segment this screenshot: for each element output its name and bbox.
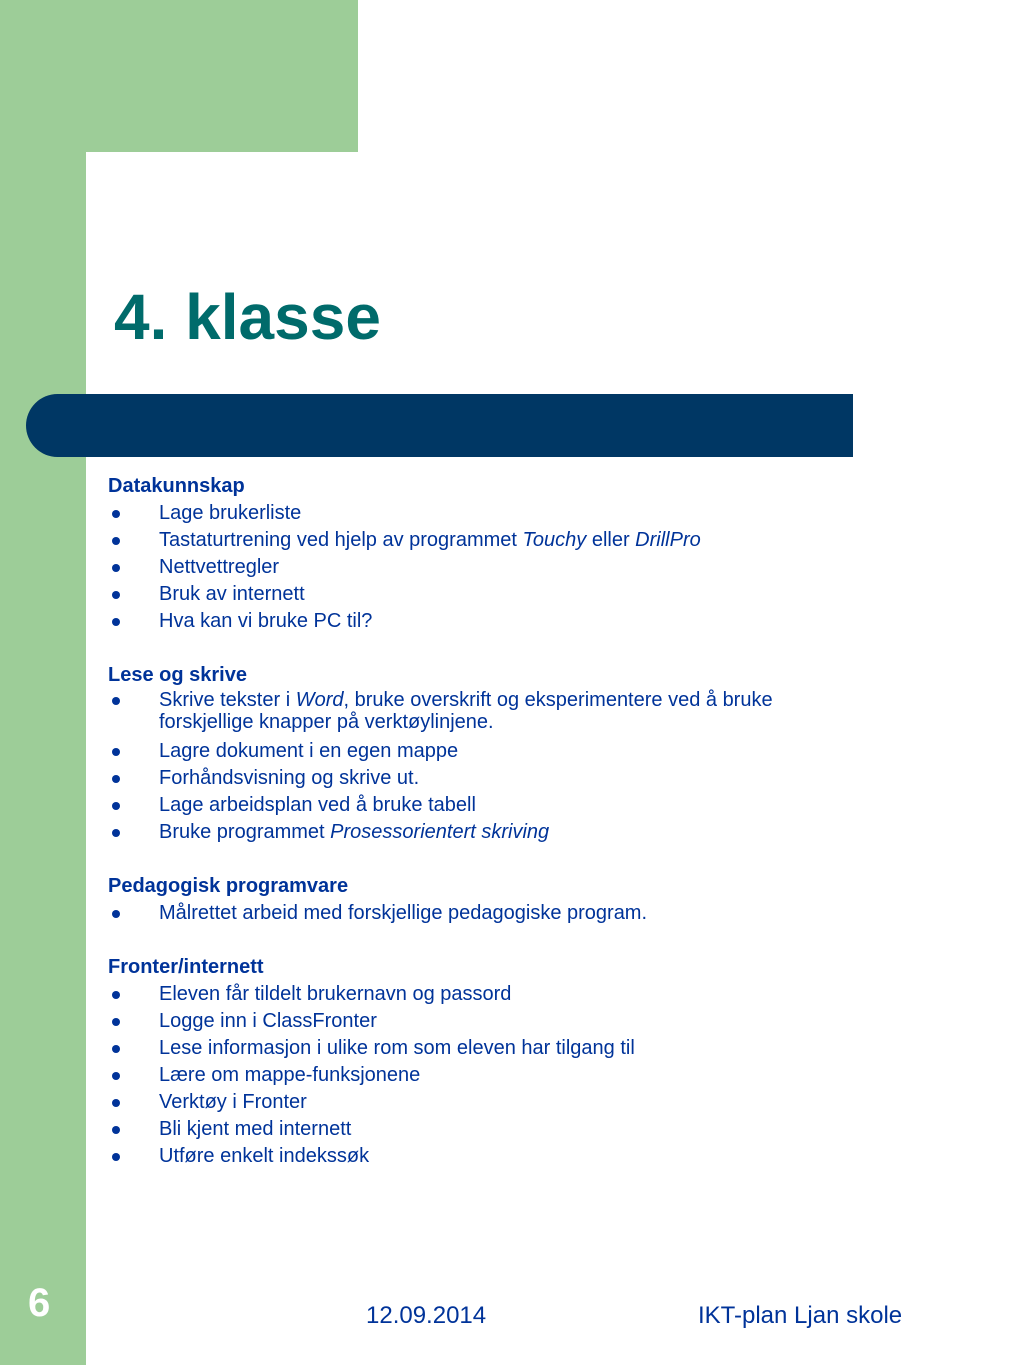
item-text: Bruk av internett <box>159 583 305 605</box>
list-item <box>108 1143 868 1170</box>
bullet-icon <box>112 1099 120 1107</box>
item-text: Lese informasjon i ulike rom som eleven har tilgang til <box>159 1037 635 1059</box>
list-item <box>108 1035 868 1062</box>
bullet-icon <box>112 748 120 756</box>
bullet-icon <box>112 1018 120 1026</box>
program-name: Touchy <box>522 529 587 551</box>
list-item <box>108 608 868 635</box>
item-text: , bruke overskrift og eksperimentere ved å bruke forskjellige knapper på verktøylinjene. <box>159 689 773 733</box>
program-name: Word <box>295 689 344 711</box>
section-heading: Pedagogisk programvare <box>108 875 349 897</box>
list-item <box>108 819 868 846</box>
list-item <box>108 1116 868 1143</box>
list-item <box>108 1089 868 1116</box>
bullet-icon <box>112 510 120 518</box>
program-name: DrillPro <box>635 529 701 551</box>
item-text: Skrive tekster i <box>159 689 296 711</box>
bullet-list <box>108 500 868 635</box>
item-text: Lagre dokument i en egen mappe <box>159 740 459 762</box>
program-name: Prosessorientert skriving <box>330 821 550 843</box>
item-text: Tastaturtrening ved hjelp av programmet <box>159 529 523 551</box>
bullet-icon <box>112 1126 120 1134</box>
list-item <box>108 581 868 608</box>
item-text: Hva kan vi bruke PC til? <box>159 610 373 632</box>
list-item <box>108 1062 868 1089</box>
item-text: Lage arbeidsplan ved å bruke tabell <box>159 794 476 816</box>
item-text: Eleven får tildelt brukernavn og passord <box>159 983 512 1005</box>
corner-curve <box>86 152 146 212</box>
item-text: Verktøy i Fronter <box>159 1091 307 1113</box>
left-green-strip <box>0 0 86 1365</box>
slide-number: 6 <box>28 1281 51 1325</box>
section-heading: Datakunnskap <box>108 475 245 497</box>
top-green-block <box>0 0 358 152</box>
bullet-icon <box>112 564 120 572</box>
item-text: Bruke programmet <box>159 821 331 843</box>
item-text: Nettvettregler <box>159 556 280 578</box>
list-item <box>108 527 868 554</box>
list-item <box>108 765 868 792</box>
item-text: Utføre enkelt indekssøk <box>159 1145 370 1167</box>
bullet-icon <box>112 618 120 626</box>
bullet-icon <box>112 910 120 918</box>
footer-date: 12.09.2014 <box>366 1302 487 1329</box>
bullet-icon <box>112 1153 120 1161</box>
item-text: Lære om mappe-funksjonene <box>159 1064 421 1086</box>
footer-title: IKT-plan Ljan skole <box>698 1302 903 1329</box>
section-heading: Fronter/internett <box>108 956 264 978</box>
item-text: eller <box>586 529 636 551</box>
list-item <box>108 500 868 527</box>
bullet-icon <box>112 591 120 599</box>
item-text: Logge inn i ClassFronter <box>159 1010 377 1032</box>
bullet-icon <box>112 697 120 705</box>
bullet-icon <box>112 537 120 545</box>
bullet-icon <box>112 1072 120 1080</box>
item-text: Forhåndsvisning og skrive ut. <box>159 767 420 789</box>
bullet-list <box>108 689 868 846</box>
section-heading: Lese og skrive <box>108 664 247 686</box>
list-item <box>108 689 868 738</box>
bullet-list <box>108 900 868 927</box>
list-item <box>108 738 868 765</box>
slide-title: 4. klasse <box>114 281 381 353</box>
list-item <box>108 1008 868 1035</box>
list-item <box>108 981 868 1008</box>
item-text: Lage brukerliste <box>159 502 302 524</box>
bullet-icon <box>112 802 120 810</box>
list-item <box>108 554 868 581</box>
bullet-icon <box>112 775 120 783</box>
title-accent-bar <box>26 394 853 457</box>
item-text: Målrettet arbeid med forskjellige pedagogiske program. <box>159 902 648 924</box>
list-item <box>108 900 868 927</box>
list-item <box>108 792 868 819</box>
bullet-icon <box>112 1045 120 1053</box>
bullet-list <box>108 981 868 1170</box>
bullet-icon <box>112 829 120 837</box>
slide-content <box>108 473 868 1197</box>
bullet-icon <box>112 991 120 999</box>
item-text: Bli kjent med internett <box>159 1118 352 1140</box>
